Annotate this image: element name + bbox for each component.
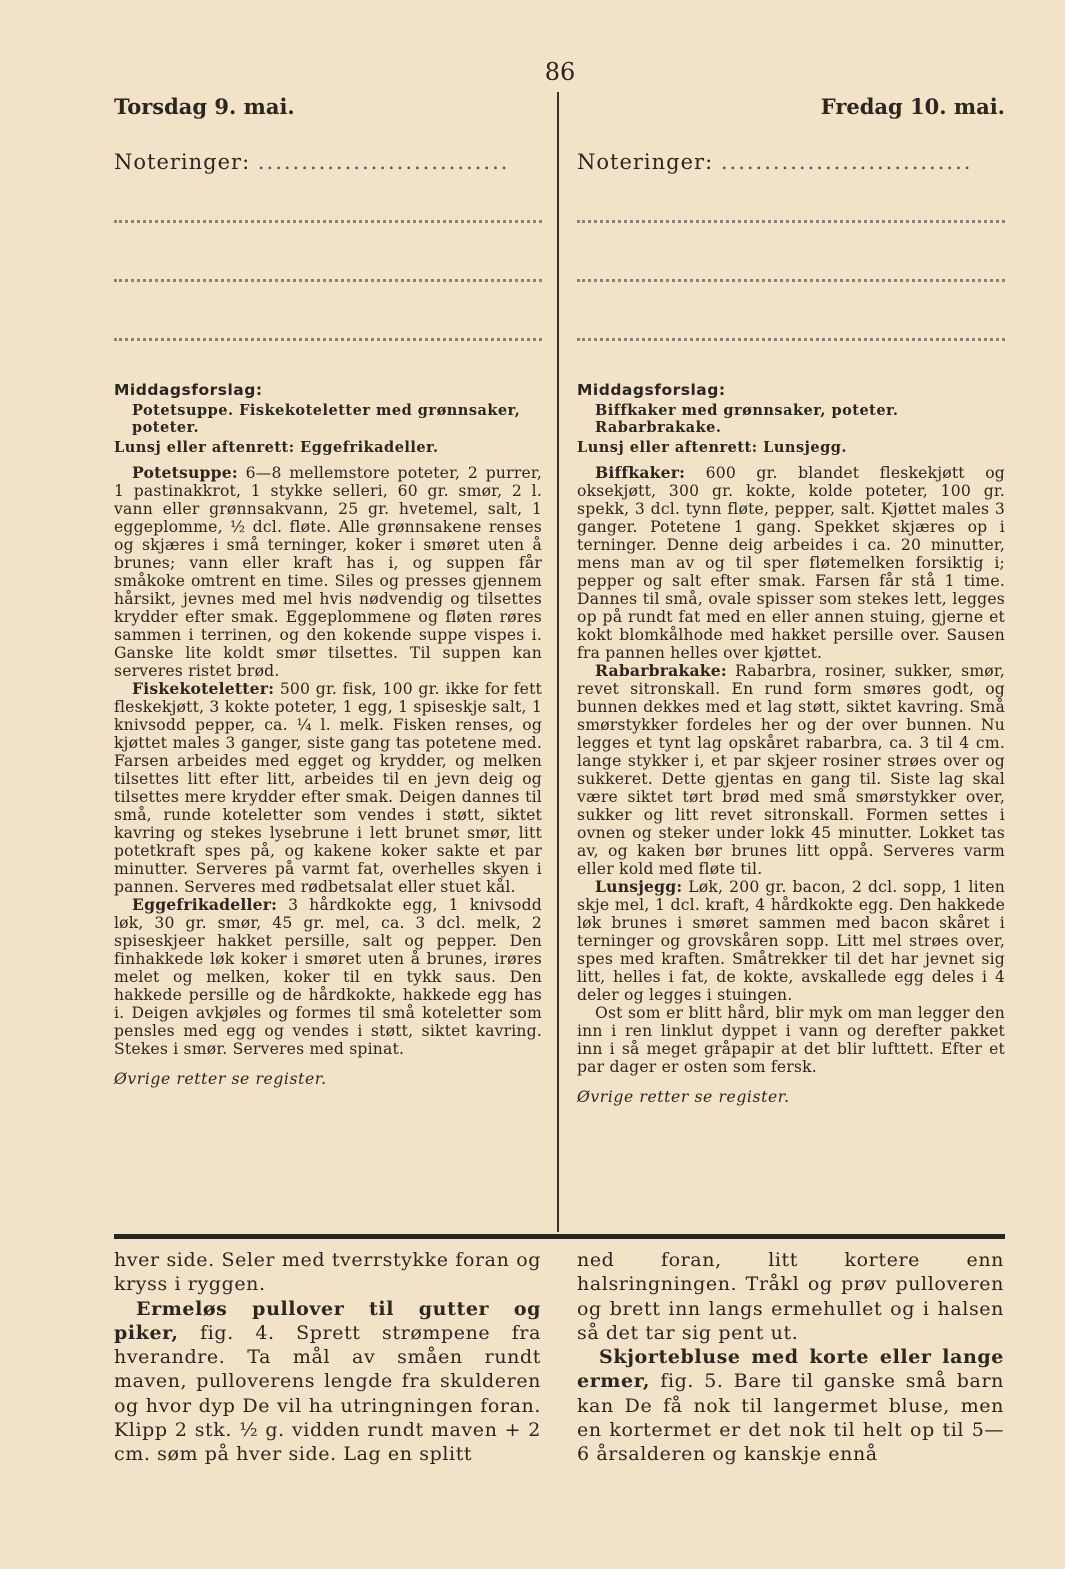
day-heading-right: Fredag 10. mai. [820, 94, 1005, 119]
bottom-right-text [577, 1248, 1004, 1467]
notes-dotline[interactable] [577, 202, 1005, 223]
lunsj-value: Eggefrikadeller. [300, 439, 439, 456]
recipe-text: Rabarbra, rosiner, sukker, smør, revet sitronskall. En rund form smøres godt, og bunnen dekkes med et lag støtt, siktet kavring. Små smørstykker fordeles her og der over bunnen. Nu legges et tynt lag opskåret rabarbra, ca. 3 til 4 cm. lange stykker i, et par skjeer rosiner strøes over og sukkeret. Dette gjentas en gang til. Siste lag skal være siktet tørt brød med små smørstykker over, sukker og litt revet sitronskall. Formen settes i ovnen og steker under lokk 45 minutter. Lokket tas av, og kaken bør brunes litt oppå. Serveres varm eller kold med fløte til. [577, 662, 1005, 878]
recipe [577, 878, 1005, 1004]
ovrige-retter-note: Øvrige retter se register. [114, 1070, 327, 1088]
lunsj-label: Lunsj eller aftenrett: [577, 439, 758, 456]
lunsj-label: Lunsj eller aftenrett: [114, 439, 295, 456]
notes-dotline[interactable] [577, 261, 1005, 282]
recipe-title: Biffkaker: [595, 463, 686, 482]
body-text: hver side. Seler med tverrstykke foran og kryss i ryggen. [114, 1249, 541, 1296]
page-number: 86 [544, 58, 576, 86]
section-divider [114, 1234, 1005, 1239]
body-text: ned foran, litt kortere enn halsringningen. Tråkl og prøv pulloveren og brett inn langs ermehullet og i halsen så det tar sig pent ut. [577, 1249, 1004, 1344]
recipes [577, 464, 1005, 1076]
recipe [114, 680, 542, 896]
column-divider [557, 92, 559, 1232]
body-text: fig. 4. Sprett strømpene fra hverandre. Ta mål av småen rundt maven, pulloverens lengde fra skulderen og hvor dyp De vil ha utringningen foran. Klipp 2 stk. ½ g. vidden rundt maven + 2 cm. søm på hver side. Lag en splitt [114, 1321, 542, 1466]
lunsj-line [577, 439, 1005, 456]
right-column [577, 150, 1005, 1106]
ovrige-retter-note: Øvrige retter se register. [577, 1088, 790, 1106]
notes-section [114, 150, 542, 182]
recipe-title: Rabarbrakake: [595, 661, 727, 680]
menu-suggestion: Biffkaker med grønnsaker, poteter. Rabarbrakake. [595, 402, 899, 436]
recipe-title: Fiskekoteletter: [132, 679, 275, 698]
bottom-left-text [114, 1248, 541, 1467]
recipe-text: 6—8 mellemstore poteter, 2 purrer, 1 pastinakkrot, 1 stykke selleri, 60 gr. smør, 2 l. vann eller grønnsakvann, 25 gr. hvetemel, salt, 1 eggeplomme, ½ dcl. fløte. Alle grønnsakene renses og skjæres i små terninger, koker i smøret uten å brunes; vann eller kraft has i, og suppen får småkoke omtrent en time. Siles og presses gjennem hårsikt, jevnes med mel hvis nødvendig og tilsettes krydder efter smak. Eggeplommene og fløten røres sammen i terrinen, og den kokende suppe vispes i. Ganske lite koldt smør tilsettes. Til suppen kan serveres ristet brød. [114, 464, 542, 680]
left-column [114, 150, 542, 1088]
tip-paragraph [577, 1004, 1005, 1076]
body-paragraph [114, 1297, 541, 1467]
recipe-text: Løk, 200 gr. bacon, 2 dcl. sopp, 1 liten skje mel, 1 dcl. kraft, 4 hårdkokte egg. Den hakkede løk brunes i smøret sammen med bacon skåret i terninger og grovskåren sopp. Litt mel strøes over, spes med kraften. Småtrekker til det har jevnet sig litt, helles i fat, de kokte, avskallede egg deles i 4 deler og legges i stuingen. [577, 878, 1005, 1004]
recipe-text: 600 gr. blandet fleskekjøtt og oksekjøtt, 300 gr. kokte, kolde poteter, 100 gr. spekk, 3 dcl. tynn fløte, pepper, salt. Kjøttet males 3 ganger. Potetene 1 gang. Spekket skjæres op i terninger. Denne deig arbeides i ca. 20 minutter, mens man av og til sper fløtemelken forsiktig i; pepper og salt efter smak. Farsen får stå 1 time. Dannes til små, ovale spisser som stekes lett, legges op på rundt fat med en eller annen stuing, gjerne et kokt blomkålhode med hakket persille over. Sausen fra pannen helles over kjøttet. [577, 464, 1005, 662]
recipe-text: 500 gr. fisk, 100 gr. ikke for fett fleskekjøtt, 3 kokte poteter, 1 egg, 1 spiseskje salt, 1 knivsodd pepper, ca. ¼ l. melk. Fisken renses, og kjøttet males 3 ganger, siste gang tas potetene med. Farsen arbeides med egget og krydder, og melken tilsettes litt efter litt, arbeides til en jevn deig og tilsettes mere krydder efter smak. Deigen dannes til små, runde koteletter som vendes i støtt, siktet kavring og stekes lysebrune i lett brunet smør, litt potetkraft spes på, og kakene koker sakte et par minutter. Serveres på varmt fat, overhelles skyen i pannen. Serveres med rødbetsalat eller stuet kål. [114, 680, 542, 896]
notes-section [577, 150, 1005, 182]
body-paragraph [577, 1345, 1004, 1466]
notes-dotline[interactable] [114, 261, 542, 282]
recipe-text: 3 hårdkokte egg, 1 knivsodd løk, 30 gr. smør, 45 gr. mel, ca. 3 dcl. melk, 2 spiseskjeer hakket persille, salt og pepper. Den finhakkede løk koker i smøret uten å brunes, irøres melet og melken, koker til en tykk saus. Den hakkede persille og de hårdkokte, hakkede egg has i. Deigen avkjøles og formes til små koteletter som pensles med egg og vendes i støtt, siktet kavring. Stekes i smør. Serveres med spinat. [114, 896, 542, 1058]
recipe-title: Eggefrikadeller: [132, 895, 278, 914]
recipe [577, 662, 1005, 878]
recipe [114, 896, 542, 1058]
body-paragraph [577, 1248, 1004, 1345]
recipes [114, 464, 542, 1058]
notes-dotline[interactable] [114, 202, 542, 223]
middagsforslag-label: Middagsforslag: [114, 381, 263, 399]
menu-suggestion: Potetsuppe. Fiskekoteletter med grønnsaker, poteter. [132, 402, 521, 436]
notes-label: Noteringer: [577, 150, 714, 174]
day-heading-left: Torsdag 9. mai. [114, 94, 295, 119]
notes-dotline[interactable] [114, 320, 542, 341]
pattern-title: Ermeløs pullover til gutter og piker, [114, 1297, 541, 1344]
lunsj-value: Lunsjegg. [763, 439, 847, 456]
middagsforslag-label: Middagsforslag: [577, 381, 726, 399]
notes-dotline[interactable]: ............................. [720, 150, 973, 174]
tip-text: Ost som er blitt hård, blir myk om man legger den inn i ren linklut dyppet i vann og derefter pakket inn i så meget gråpapir at det blir lufttett. Efter et par dager er osten som fersk. [577, 1004, 1005, 1076]
body-paragraph [114, 1248, 541, 1297]
recipe-title: Potetsuppe: [132, 463, 238, 482]
notes-label: Noteringer: [114, 150, 251, 174]
lunsj-line [114, 439, 542, 456]
recipe-title: Lunsjegg: [595, 877, 683, 896]
pattern-title: Skjortebluse med korte eller lange ermer, [577, 1346, 1004, 1393]
recipe [577, 464, 1005, 662]
notes-dotline[interactable]: ............................. [257, 150, 510, 174]
recipe [114, 464, 542, 680]
notes-dotline[interactable] [577, 320, 1005, 341]
body-text: fig. 5. Bare til ganske små barn kan De få nok til langermet bluse, men en kortermet er det nok til helt op til 5—6 årsalderen og kanskje ennå [577, 1370, 1005, 1466]
